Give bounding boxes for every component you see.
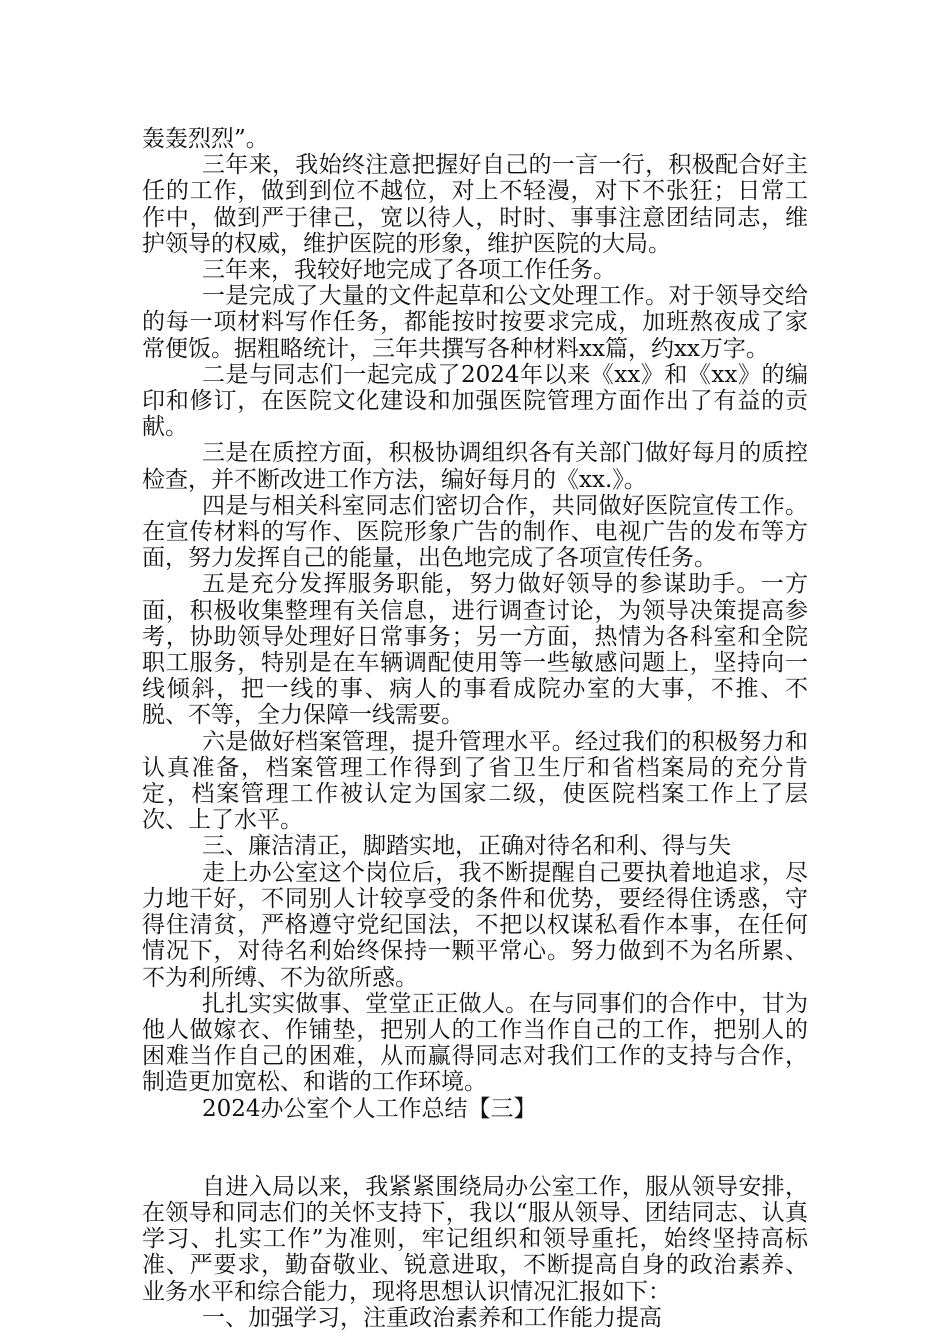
paragraph: 三年来，我较好地完成了各项工作任务。 [202,257,616,284]
paragraph: 三是在质控方面，积极协调组织各有关部门做好每月的质控检查，并不断改进工作方法，编好每月的《xx.》。 [142,440,808,493]
blank-spacer [142,1122,808,1174]
paragraph: 四是与相关科室同志们密切合作，共同做好医院宣传工作。在宣传材料的写作、医院形象广告的制作、电视广告的发布等方面，努力发挥自己的能量，出色地完成了各项宣传任务。 [142,492,808,572]
paragraph: 走上办公室这个岗位后，我不断提醒自己要执着地追求，尽力地干好，不同别人计较享受的条件和优势，要经得住诱惑，守得住清贫，严格遵守党纪国法，不把以权谋私看作本事，在任何情况下，对待名利始终保持一颗平常心。努力做到不为名所累、不为利所缚、不为欲所惑。 [142,859,808,991]
paragraph: 自进入局以来，我紧紧围绕局办公室工作，服从领导安排，在领导和同志们的关怀支持下，我以“服从领导、团结同志、认真学习、扎实工作”为准则，牢记组织和领导重托，始终坚持高标准、严要求，勤奋敬业、锐意进取，不断提高自身的政治素养、业务水平和综合能力，现将思想认识情况汇报如下： [142,1173,808,1305]
document-title: 2024办公室个人工作总结【三】 [202,1095,537,1122]
paragraph: 六是做好档案管理，提升管理水平。经过我们的积极努力和认真准备，档案管理工作得到了省卫生厅和省档案局的充分肯定，档案管理工作被认定为国家二级，使医院档案工作上了层次、上了水平。 [142,728,808,834]
paragraph: 五是充分发挥服务职能，努力做好领导的参谋助手。一方面，积极收集整理有关信息，进行调查讨论，为领导决策提高参考，协助领导处理好日常事务；另一方面，热情为各科室和全院职工服务，特别是在车辆调配使用等一些敏感问题上，坚持向一线倾斜，把一线的事、病人的事看成院办室的大事，不推、不脱、不等，全力保障一线需要。 [142,571,808,729]
paragraph: 一是完成了大量的文件起草和公文处理工作。对于领导交给的每一项材料写作任务，都能按时按要求完成，加班熬夜成了家常便饭。据粗略统计，三年共撰写各种材料xx篇，约xx万字。 [142,283,808,362]
paragraph: 三年来，我始终注意把握好自己的一言一行，积极配合好主任的工作，做到到位不越位，对上不轻漫，对下不张狂；日常工作中，做到严于律己，宽以待人，时时、事事注意团结同志，维护领导的权威，维护医院的形象，维护医院的大局。 [142,152,808,257]
paragraph-continuation: 轰轰烈烈”。 [142,126,269,152]
document-page [142,126,808,1331]
section-heading: 三、廉洁清正，脚踏实地，正确对待名和利、得与失 [202,833,731,860]
paragraph: 扎扎实实做事、堂堂正正做人。在与同事们的合作中，甘为他人做嫁衣、作铺垫，把别人的工作当作自己的工作，把别人的困难当作自己的困难，从而赢得同志对我们工作的支持与合作，制造更加宽松、和谐的工作环境。 [142,990,808,1096]
paragraph: 二是与同志们一起完成了2024年以来《xx》和《xx》的编印和修订，在医院文化建设和加强医院管理方面作出了有益的贡献。 [142,361,808,441]
section-heading: 一、加强学习，注重政治素养和工作能力提高 [202,1304,662,1331]
